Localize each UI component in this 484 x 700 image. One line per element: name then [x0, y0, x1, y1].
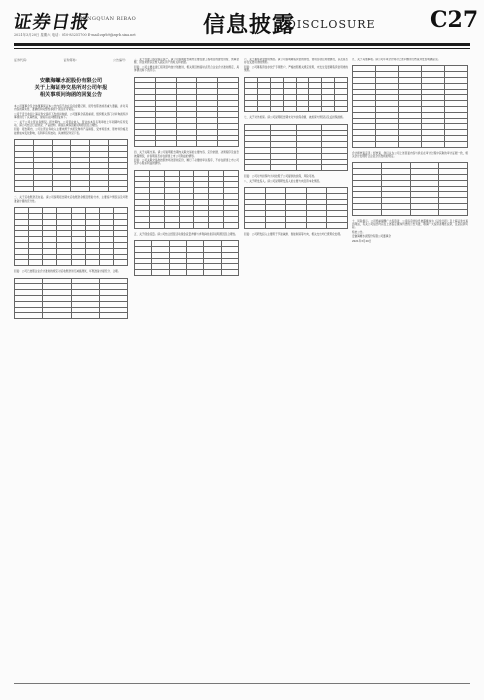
body-paragraph: 特此公告。 [352, 230, 365, 234]
body-paragraph: 九、关于其他事项。请公司年审会计师对上述问题进行核查并发表明确意见。 [352, 58, 441, 61]
column-body [244, 58, 348, 73]
data-table [134, 77, 239, 148]
body-paragraph: 回复：公司关联交易均按照市场化原则定价，履行了必要的审议程序，不存在损害上市公司及中小股东利益的情形。 [134, 159, 239, 166]
headline-line: 安徽海螺水泥股份有限公司 [39, 78, 103, 84]
data-table [134, 170, 239, 229]
signature-company: 安徽海螺水泥股份有限公司董事会 [352, 235, 391, 239]
column-body [352, 58, 468, 61]
page-header [0, 0, 484, 54]
section-title-en: DISCLOSURE [287, 18, 376, 31]
body-paragraph: 本公司董事会及全体董事保证本公告内容不存在任何虚假记载、误导性陈述或者重大遗漏，并对其内容的真实性、准确性和完整性承担个别及连带责任。 [14, 105, 128, 112]
header-rule-thick [14, 43, 470, 46]
body-paragraph: 回复：公司募集资金存放于专项账户，严格按照相关规定使用，未发生变更募集资金用途的情形。 [244, 65, 348, 73]
article-body-continued [14, 196, 128, 203]
body-paragraph: 二、关于应收账款及存货。请公司说明报告期末应收账款余额及账龄分布、主要客户情况以及坏账准备计提的充分性。 [14, 196, 128, 203]
article-headline [14, 78, 128, 99]
article-meta [14, 58, 128, 62]
paper-logo-sub: ZHENGQUAN RIBAO [74, 16, 137, 22]
body-paragraph: 三、关于在建工程及固定资产。请公司说明报告期内主要在建工程项目的建设进度、预算金额、资金来源以及转入固定资产的时点和依据。 [134, 58, 239, 65]
headline-line: 关于上海证券交易所对公司年报 [34, 85, 108, 91]
stock-name-label: 证券简称： [63, 58, 79, 62]
column-3 [244, 58, 348, 680]
body-paragraph: 回复：公司主要在建工程项目均按计划推进，相关项目转固时点符合企业会计准则规定，具体情况如下表所示。 [134, 65, 239, 73]
data-table [244, 187, 348, 229]
article-body [14, 105, 128, 135]
column-body [244, 175, 348, 183]
header-rule-thin [14, 48, 470, 49]
data-table [352, 162, 468, 215]
body-paragraph: 回复：公司已按照企业会计准则的规定对应收账款进行减值测试，坏账准备计提充分、合理。 [14, 270, 121, 274]
section-title: 信息披露 [203, 12, 296, 38]
article-body-continued [14, 270, 128, 273]
column-body [134, 233, 239, 236]
column-body [134, 58, 239, 73]
footer-rule [14, 683, 470, 684]
body-paragraph: 七、关于对外担保。请公司说明报告期末对外担保余额、被担保方情况以及反担保措施。 [244, 116, 346, 120]
body-paragraph: 会计师核查意见：经核查，我们认为公司上述回复内容与我们在审计过程中获取的审计证据一致，相关会计处理符合企业会计准则的规定。 [352, 151, 468, 158]
data-table [14, 278, 128, 320]
body-paragraph: 六、关于募集资金使用情况。请公司说明募集资金的存放、使用及项目进展情况，以及是否存在变更用途的情形。 [244, 58, 348, 65]
data-table [134, 240, 239, 276]
body-paragraph: 四、关于关联交易。请公司说明报告期内关联交易的主要内容、定价依据、决策程序及信息披露情况，并说明是否存在损害上市公司利益的情形。 [134, 151, 239, 158]
issue-info: 2021年3月20日 星期六 电话：010-83251700 E-mail:zqrb9@zqrb.sina.net [14, 33, 136, 37]
page-number: C27 [430, 7, 479, 33]
column-1 [14, 58, 128, 680]
stock-code-label: 证券代码： [14, 58, 30, 62]
body-paragraph: 八、关于研发投入。请公司说明研发投入的主要方向及资本化情况。 [244, 179, 322, 183]
column-body [352, 152, 468, 159]
notice-no-label: 公告编号： [112, 58, 128, 62]
column-body [352, 220, 468, 243]
data-table [244, 124, 348, 171]
body-paragraph: 公司于近日收到上海证券交易所下发的问询函，公司董事会高度重视，组织相关部门对问询函所涉事项进行了认真核查，现将有关问题回复如下。 [14, 112, 128, 120]
signature-date: 2021年3月20日 [352, 239, 372, 243]
body-paragraph: 五、关于现金流量。请公司结合经营活动现金流量净额与净利润的差异说明原因及合理性。 [134, 232, 238, 236]
body-paragraph: 十、风险提示。公司郑重提醒广大投资者，公司指定的信息披露媒体为《证券日报》及上海证券交易所网站，有关公司信息均以在上述指定媒体刊登的公告为准，敬请广大投资者理性投资，注意投资风险。 [352, 219, 468, 230]
column-4 [352, 58, 468, 680]
data-table [14, 207, 128, 266]
data-table [244, 77, 348, 113]
data-table [352, 65, 468, 147]
body-paragraph: 回复：公司研发投入主要用于节能减排、智能制造等方向，相关支出均已费用化处理。 [244, 232, 343, 236]
column-body [244, 233, 348, 236]
body-paragraph: 回复：报告期内，公司主营业务收入主要来源于水泥及熟料产品销售，受市场需求、原材料价格及能源成本变化影响，毛利率有所波动，具体情况详见下表。 [14, 128, 128, 135]
body-paragraph: 一、关于公司主营业务情况。报告期内，公司营业收入、营业成本及毛利率较上年同期均有所变动，请公司结合行业情况、产品结构、销售区域等因素说明原因及合理性。 [14, 120, 128, 128]
paper-logo: 证券日报 [11, 12, 92, 33]
body-paragraph: 回复：公司对外担保均为对控股子公司提供的担保，风险可控。 [244, 175, 317, 179]
column-body [134, 151, 239, 166]
column-body [244, 116, 348, 119]
headline-line: 相关事项问询函的回复公告 [39, 92, 103, 98]
column-2 [134, 58, 239, 680]
data-table [14, 139, 128, 192]
